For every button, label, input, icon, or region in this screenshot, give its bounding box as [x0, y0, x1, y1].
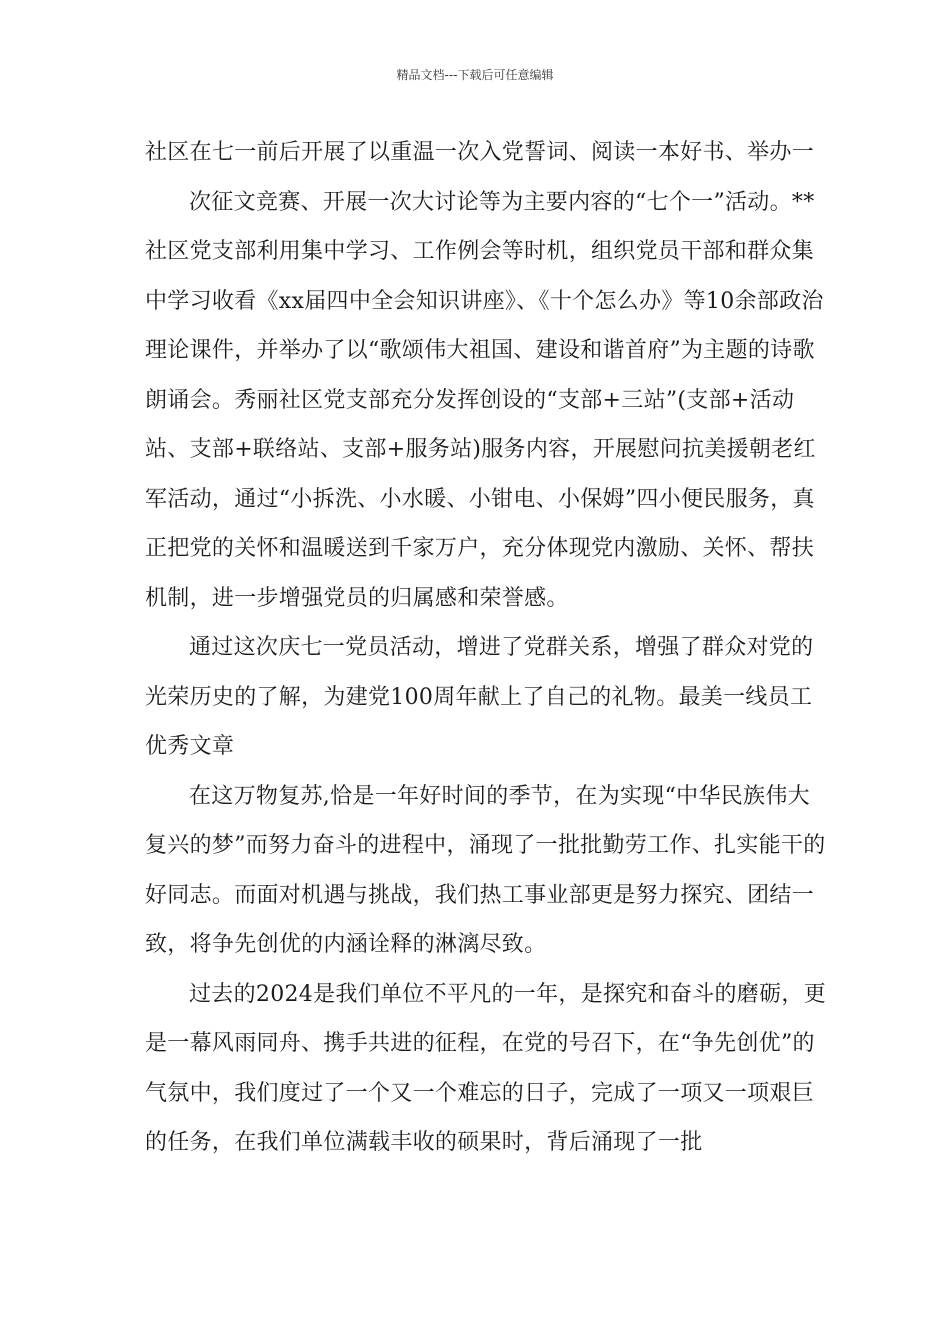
paragraph: 在这万物复苏,恰是一年好时间的季节，在为实现“中华民族伟大复兴的梦”而努力奋斗的进程中，涌现了一批批勤劳工作、扎实能干的好同志。而面对机遇与挑战，我们热工事业部更是努力探究、团结一致，将争先创优的内涵诠释的淋漓尽致。 [145, 783, 826, 957]
paragraph: 过去的2024是我们单位不平凡的一年，是探究和奋斗的磨砺，更是一幕风雨同舟、携手共进的征程，在党的号召下，在“争先创优”的气氛中，我们度过了一个又一个难忘的日子，完成了一项又一项艰巨的任务，在我们单位满载丰收的硕果时，背后涌现了一批 [145, 981, 826, 1155]
paragraph: 通过这次庆七一党员活动，增进了党群关系，增强了群众对党的光荣历史的了解，为建党100周年献上了自己的礼物。最美一线员工优秀文章 [145, 635, 814, 759]
page-header: 精品文档---下载后可任意编辑 [396, 68, 554, 82]
paragraph: 社区在七一前后开展了以重温一次入党誓词、阅读一本好书、举办一 [145, 140, 815, 165]
paragraph: 次征文竞赛、开展一次大讨论等为主要内容的“七个一”活动。**社区党支部利用集中学习、工作例会等时机，组织党员干部和群众集中学习收看《xx届四中全会知识讲座》、《十个怎么办》等10余部政治理论课件，并举办了以“歌颂伟大祖国、建设和谐首府”为主题的诗歌朗诵会。秀丽社区党支部充分发挥创设的“支部+三站”(支部+活动站、支部+联络站、支部+服务站)服务内容，开展慰问抗美援朝老红军活动，通过“小拆洗、小水暖、小钳电、小保姆”四小便民服务，真正把党的关怀和温暖送到千家万户，充分体现党内激励、关怀、帮扶机制，进一步增强党员的归属感和荣誉感。 [145, 189, 824, 611]
document-body [145, 128, 830, 1168]
